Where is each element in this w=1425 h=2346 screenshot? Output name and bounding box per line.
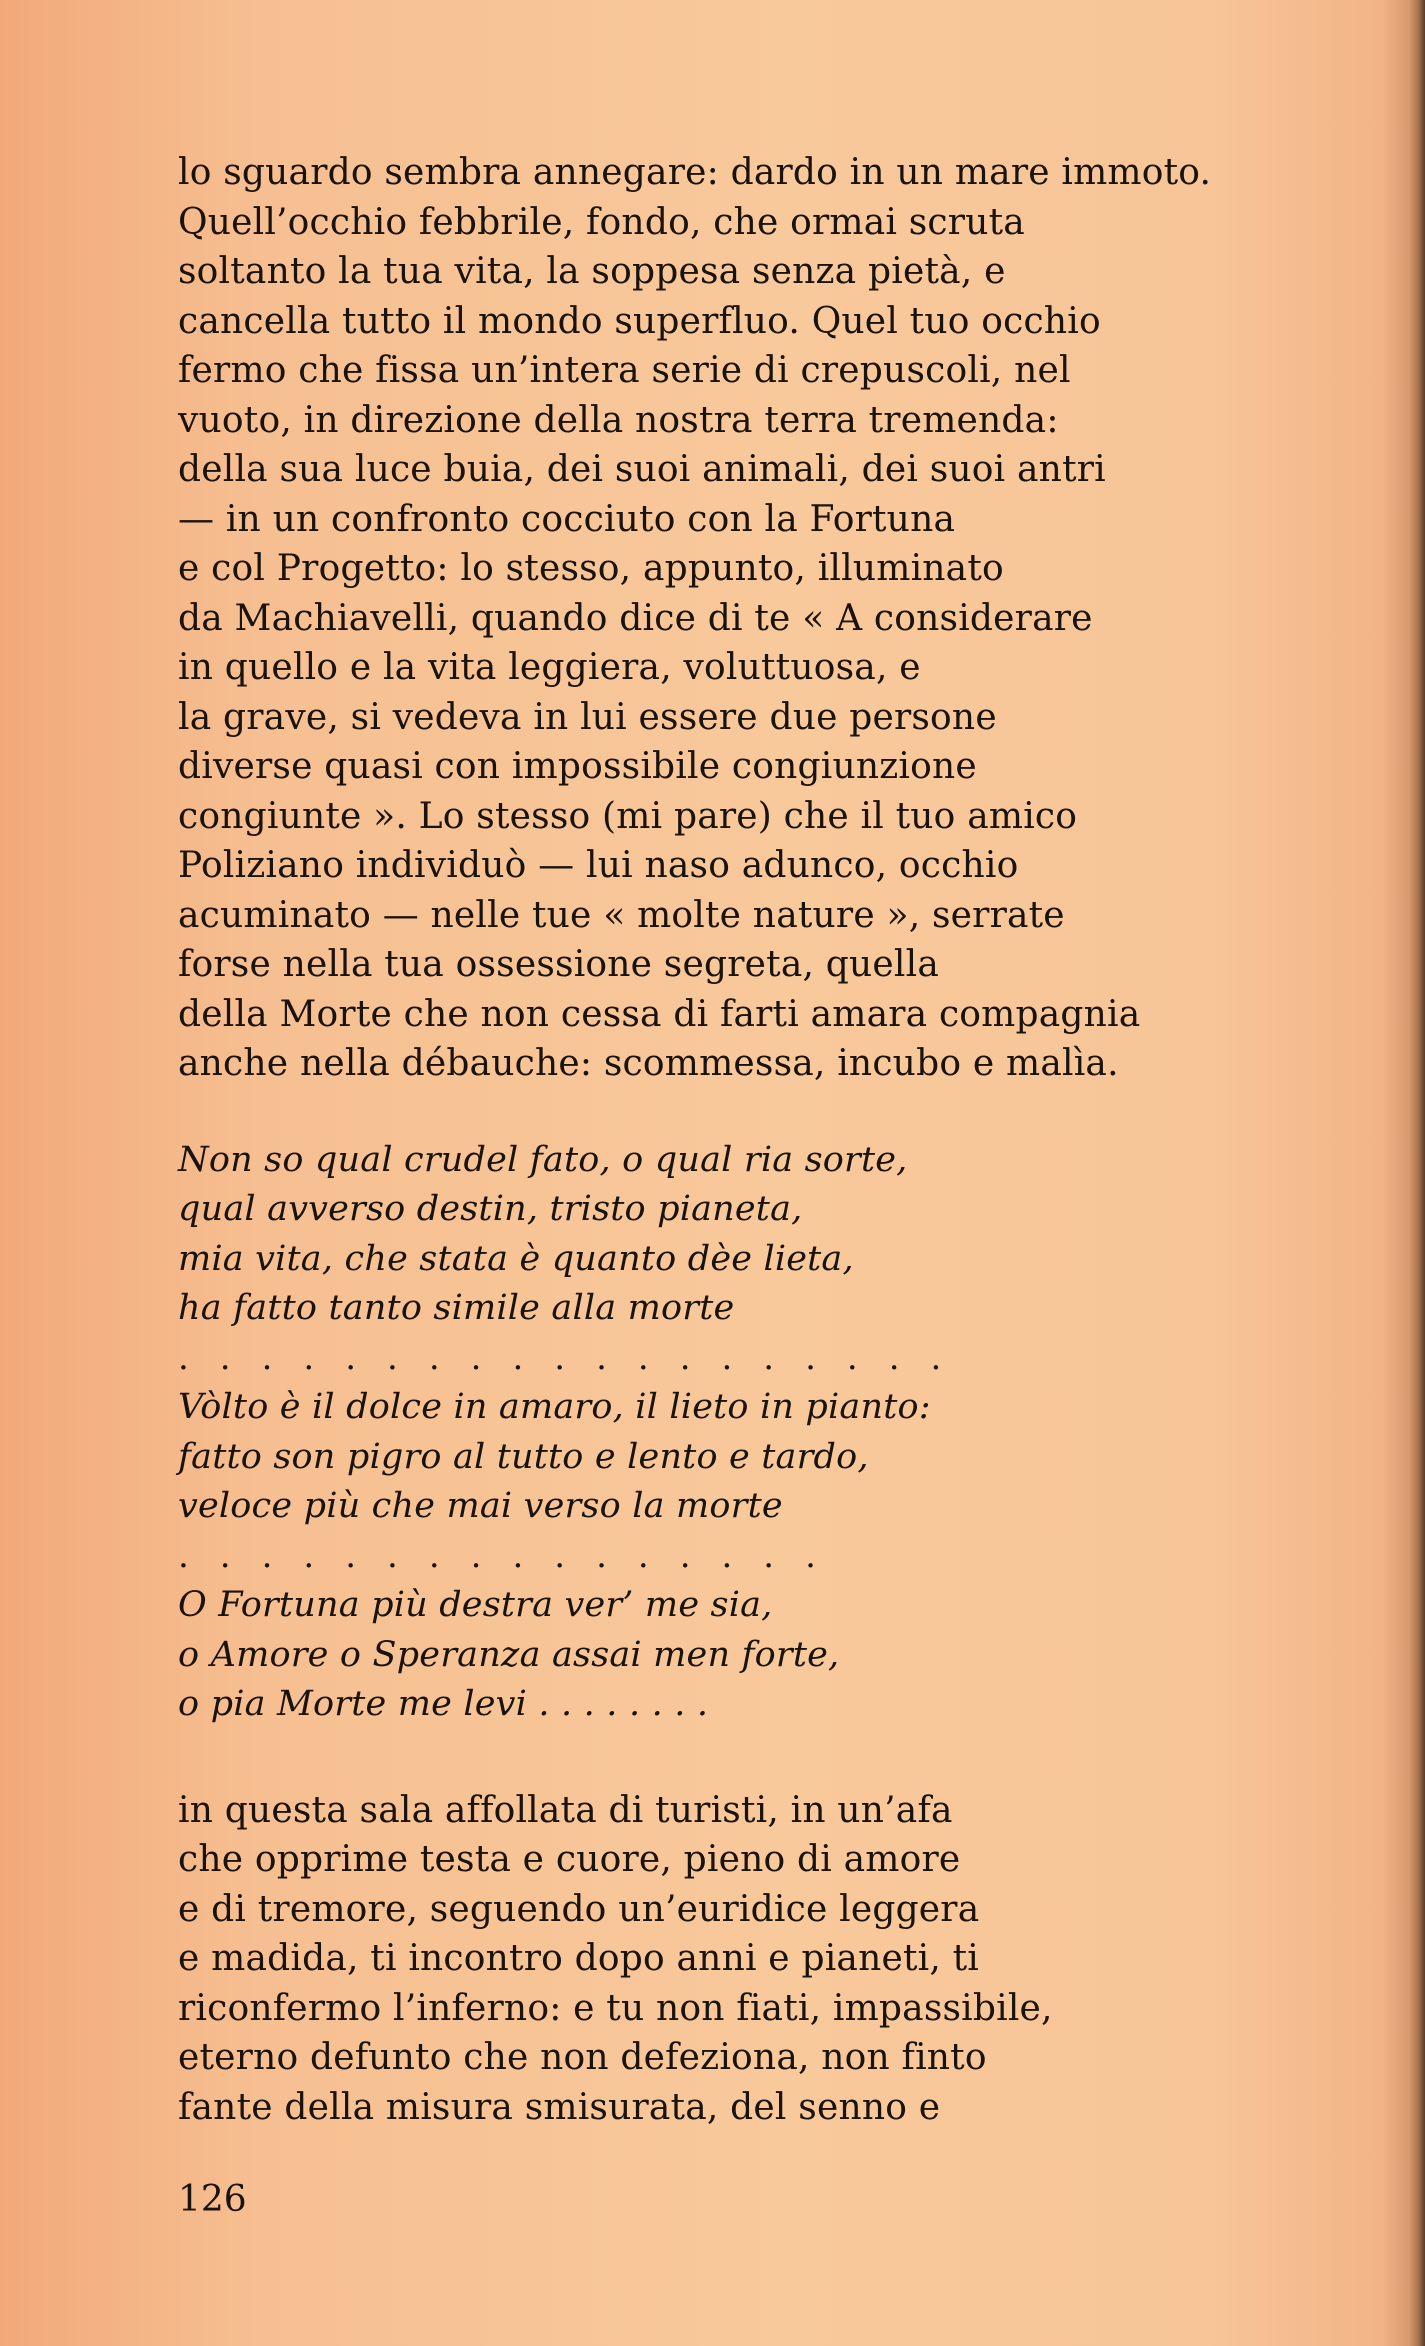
prose-line: e madida, ti incontro dopo anni e pianeti, ti [178, 1938, 980, 1979]
verse-quotation [178, 1136, 1288, 1730]
prose-line: congiunte ». Lo stesso (mi pare) che il tuo amico [178, 795, 1078, 837]
prose-line: da Machiavelli, quando dice di te « A considerare [178, 597, 1093, 639]
prose-line: soltanto la tua vita, la soppesa senza pietà, e [178, 251, 1006, 292]
verse-line: O Fortuna più destra ver’ me sia, [178, 1585, 773, 1625]
prose-line: fermo che fissa un’intera serie di crepuscoli, nel [178, 350, 1071, 391]
prose-line: in questa sala affollata di turisti, in un’afa [178, 1789, 953, 1831]
verse-line: ha fatto tanto simile alla morte [178, 1288, 735, 1328]
prose-line: la grave, si vedeva in lui essere due persone [178, 696, 997, 738]
prose-line: eterno defunto che non defeziona, non finto [178, 2037, 987, 2078]
verse-line: Vòlto è il dolce in amaro, il lieto in pianto: [178, 1387, 931, 1427]
verse-line: mia vita, che stata è quanto dèe lieta, [178, 1238, 854, 1279]
prose-line: della sua luce buia, dei suoi animali, dei suoi antri [178, 449, 1106, 490]
page-number: 126 [178, 2179, 247, 2220]
prose-line: forse nella tua ossessione segreta, quella [178, 944, 939, 985]
verse-line: fatto son pigro al tutto e lento e tardo, [178, 1436, 869, 1477]
prose-line: in quello e la vita leggiera, voluttuosa, e [178, 647, 921, 688]
prose-line: fante della misura smisurata, del senno e [178, 2086, 941, 2128]
verse-ellipsis: ................ [178, 1535, 847, 1576]
prose-line: cancella tutto il mondo superfluo. Quel tuo occhio [178, 300, 1101, 342]
book-page [178, 148, 1288, 2132]
prose-line: diverse quasi con impossibile congiunzione [178, 746, 977, 787]
prose-line: e col Progetto: lo stesso, appunto, illuminato [178, 548, 1004, 589]
page-edge-shadow [1409, 0, 1425, 2346]
verse-line: qual avverso destin, tristo pianeta, [178, 1189, 803, 1229]
prose-block-bottom [178, 1786, 1288, 2133]
prose-line: vuoto, in direzione della nostra terra tremenda: [178, 399, 1059, 441]
prose-line: della Morte che non cessa di farti amara compagnia [178, 993, 1141, 1035]
prose-line: Quell’occhio febbrile, fondo, che ormai scruta [178, 201, 1025, 243]
verse-line: Non so qual crudel fato, o qual ria sorte, [178, 1139, 908, 1180]
prose-line: e di tremore, seguendo un’euridice leggera [178, 1888, 980, 1930]
prose-line: — in un confronto cocciuto con la Fortuna [178, 498, 956, 540]
prose-line: che opprime testa e cuore, pieno di amore [178, 1839, 961, 1880]
prose-line: acuminato — nelle tue « molte nature », serrate [178, 894, 1065, 936]
verse-line: o pia Morte me levi . . . . . . . . [178, 1684, 709, 1724]
prose-line: riconfermo l’inferno: e tu non fiati, impassibile, [178, 1987, 1053, 2029]
prose-line: anche nella débauche: scommessa, incubo e malìa. [178, 1043, 1119, 1084]
verse-line: o Amore o Speranza assai men forte, [178, 1634, 840, 1675]
verse-ellipsis: ................... [178, 1337, 973, 1378]
prose-line: Poliziano individuò — lui naso adunco, occhio [178, 845, 1019, 886]
prose-line: lo sguardo sembra annegare: dardo in un mare immoto. [178, 152, 1212, 193]
prose-block-top [178, 148, 1288, 1089]
verse-line: veloce più che mai verso la morte [178, 1486, 783, 1526]
